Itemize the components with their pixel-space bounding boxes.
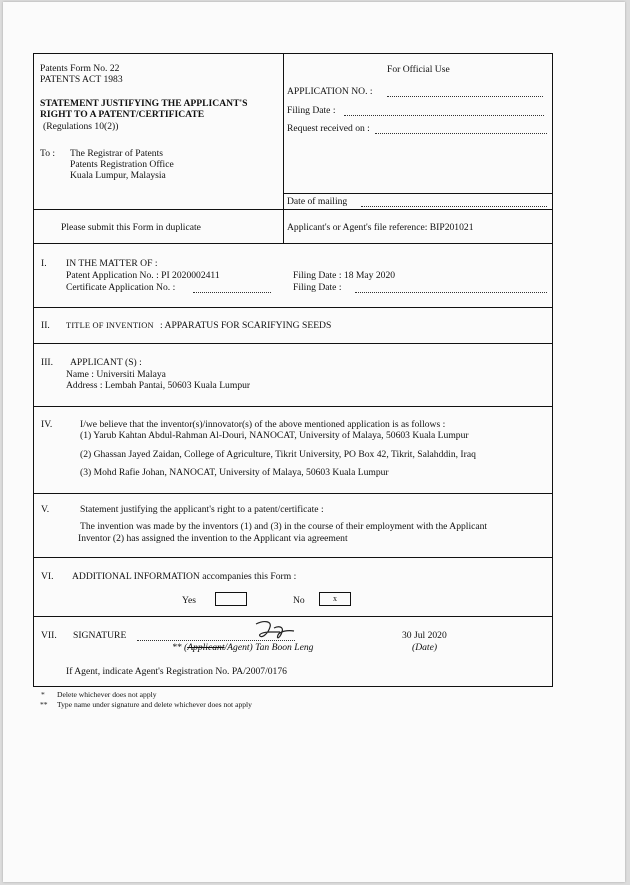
registrar-location: Kuala Lumpur, Malaysia: [70, 170, 166, 181]
yes-checkbox[interactable]: [215, 592, 247, 606]
row-divider-8: [33, 616, 553, 617]
handwritten-signature: [250, 618, 300, 642]
patents-act: PATENTS ACT 1983: [40, 74, 123, 85]
section5-heading: Statement justifying the applicant's right to a patent/certificate :: [80, 504, 324, 515]
footnote1-mark: *: [41, 690, 45, 699]
filing-date-label: Filing Date :: [287, 105, 336, 116]
form-title-line2: RIGHT TO A PATENT/CERTIFICATE: [40, 109, 205, 120]
inventor-2: (2) Ghassan Jayed Zaidan, College of Agriculture, Tikrit University, PO Box 42, Tikrit, Salahddin, Iraq: [80, 449, 476, 460]
footnote1: Delete whichever does not apply: [57, 690, 157, 699]
section1-heading: IN THE MATTER OF :: [66, 258, 158, 269]
statement-line2: Inventor (2) has assigned the invention to the Applicant via agreement: [78, 533, 348, 544]
inventor-1: (1) Yarub Kahtan Abdul-Rahman Al-Douri, NANOCAT, University of Malaya, 50603 Kuala Lumpur: [80, 430, 469, 441]
title-of-invention-label: TITLE OF INVENTION: [66, 321, 154, 330]
row-divider-2: [33, 243, 553, 244]
section5-number: V.: [41, 504, 50, 515]
patent-application-no: Patent Application No. : PI 2020002411: [66, 270, 220, 281]
signature-label: SIGNATURE: [73, 630, 127, 641]
title-of-invention-value: : APPARATUS FOR SCARIFYING SEEDS: [160, 320, 332, 331]
application-no-label: APPLICATION NO. :: [287, 86, 373, 97]
mailing-divider: [283, 193, 553, 194]
regulations: (Regulations 10(2)): [43, 121, 119, 132]
patent-form-page: [3, 2, 625, 882]
row-divider-6: [33, 493, 553, 494]
filing-date-1: Filing Date : 18 May 2020: [293, 270, 396, 281]
date-of-mailing-label: Date of mailing: [287, 196, 348, 207]
certificate-application-no: Certificate Application No. :: [66, 282, 176, 293]
statement-line1: The invention was made by the inventors (1) and (3) in the course of their employment with the Applicant: [80, 521, 488, 532]
section3-number: III.: [41, 357, 53, 368]
filing-date-2-field: [355, 284, 547, 293]
row-divider-7: [33, 557, 553, 558]
section1-number: I.: [41, 258, 47, 269]
filing-date-field: [344, 107, 544, 116]
to-label: To :: [40, 148, 56, 159]
signer-suffix: /Agent) Tan Boon Leng: [224, 642, 314, 653]
form-number: Patents Form No. 22: [40, 63, 120, 74]
request-received-field: [375, 125, 547, 134]
row-divider-1: [33, 209, 553, 210]
row-divider-5: [33, 406, 553, 407]
registrar: The Registrar of Patents: [70, 148, 163, 159]
row-divider-3: [33, 307, 553, 308]
row-divider-4: [33, 343, 553, 344]
application-no-field: [387, 88, 543, 97]
file-reference: Applicant's or Agent's file reference: BIP201021: [287, 222, 474, 233]
submit-note: Please submit this Form in duplicate: [61, 222, 201, 233]
applicant-name: Name : Universiti Malaya: [66, 369, 166, 380]
section4-number: IV.: [41, 419, 53, 430]
no-label: No: [293, 595, 305, 606]
official-use-heading: For Official Use: [387, 64, 450, 75]
form-title-line1: STATEMENT JUSTIFYING THE APPLICANT'S: [40, 98, 248, 109]
registration-office: Patents Registration Office: [70, 159, 174, 170]
inventor-3: (3) Mohd Rafie Johan, NANOCAT, University of Malaya, 50603 Kuala Lumpur: [80, 467, 389, 478]
agent-registration: If Agent, indicate Agent's Registration No. PA/2007/0176: [66, 666, 287, 677]
no-checkbox[interactable]: x: [319, 592, 351, 606]
section7-number: VII.: [41, 630, 57, 641]
request-received-label: Request received on :: [287, 123, 370, 134]
section3-heading: APPLICANT (S) :: [70, 357, 142, 368]
date-label: (Date): [412, 642, 438, 653]
header-divider: [283, 53, 284, 243]
signer-prefix: ** (: [172, 642, 188, 653]
signer-name: [172, 642, 313, 653]
applicant-address: Address : Lembah Pantai, 50603 Kuala Lumpur: [66, 380, 251, 391]
filing-date-2: Filing Date :: [293, 282, 342, 293]
certificate-application-field: [193, 284, 271, 293]
date-of-mailing-field: [361, 198, 547, 207]
signature-date: 30 Jul 2020: [402, 630, 447, 641]
footnote2: Type name under signature and delete whichever does not apply: [57, 700, 252, 709]
struck-applicant: Applicant: [187, 642, 225, 653]
yes-label: Yes: [182, 595, 196, 606]
section6-number: VI.: [41, 571, 54, 582]
section2-number: II.: [41, 320, 50, 331]
inventors-intro: I/we believe that the inventor(s)/innovator(s) of the above mentioned application is as follows :: [80, 419, 446, 430]
section6-heading: ADDITIONAL INFORMATION accompanies this Form :: [72, 571, 297, 582]
footnote2-mark: **: [40, 700, 48, 709]
